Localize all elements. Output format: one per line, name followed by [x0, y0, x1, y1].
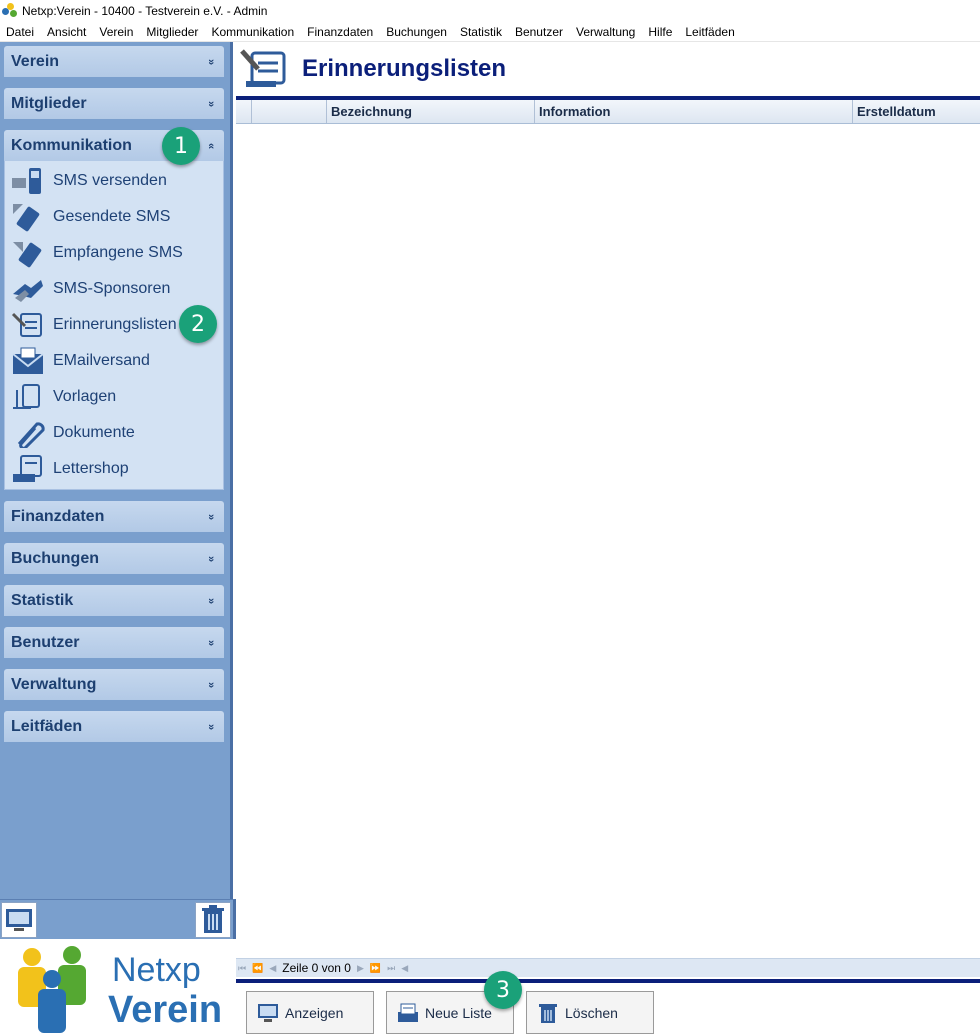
received-sms-icon	[11, 238, 45, 268]
sidebar-group-label: Kommunikation	[11, 136, 132, 154]
sidebar-group-finanzdaten[interactable]	[4, 501, 224, 532]
sidebar-item-gesendete-sms[interactable]	[5, 199, 223, 235]
column-header-bezeichnung[interactable]: Bezeichnung	[327, 100, 535, 123]
trash-icon	[537, 1002, 559, 1024]
delete-button[interactable]	[195, 902, 231, 938]
logo-text-netxp: Netxp	[112, 951, 201, 989]
sidebar-toolbar	[0, 899, 236, 939]
menu-buchungen[interactable]: Buchungen	[386, 24, 447, 39]
sidebar-group-mitglieder[interactable]	[4, 88, 224, 119]
page-header	[236, 42, 980, 100]
next-record-icon[interactable]: ▶	[356, 962, 364, 973]
record-position-text: Zeile 0 von 0	[282, 961, 351, 975]
menu-datei[interactable]: Datei	[6, 24, 35, 39]
grid-header	[236, 100, 980, 124]
sidebar-group-label: Benutzer	[11, 633, 80, 651]
sms-phone-icon	[11, 166, 45, 196]
reminder-list-icon	[11, 310, 45, 340]
sidebar-group-label: Finanzdaten	[11, 507, 105, 525]
menu-mitglieder[interactable]: Mitglieder	[146, 24, 199, 39]
loeschen-button[interactable]	[526, 991, 654, 1034]
menu-ansicht[interactable]: Ansicht	[47, 24, 87, 39]
prev-page-icon[interactable]: ⏪	[252, 962, 264, 973]
sidebar-item-label: Lettershop	[53, 460, 129, 477]
sidebar-group-verwaltung[interactable]	[4, 669, 224, 700]
menu-finanzdaten[interactable]: Finanzdaten	[307, 24, 374, 39]
next-page-icon[interactable]: ⏩	[369, 962, 382, 973]
chevron-down-icon[interactable]: »	[204, 513, 217, 520]
sidebar-item-label: EMailversand	[53, 352, 150, 369]
sidebar-item-vorlagen[interactable]	[5, 379, 223, 415]
sidebar-item-label: SMS-Sponsoren	[53, 280, 171, 297]
lettershop-icon	[11, 454, 45, 484]
grid-column-select[interactable]	[252, 100, 327, 123]
sidebar-group-label: Mitglieder	[11, 94, 87, 112]
title-bar	[0, 0, 980, 22]
menu-leitfaeden[interactable]: Leitfäden	[685, 24, 735, 39]
step-badge-2: 2	[179, 305, 217, 343]
sidebar-item-emailversand[interactable]	[5, 343, 223, 379]
sidebar-group-buchungen[interactable]	[4, 543, 224, 574]
chevron-down-icon[interactable]: »	[204, 597, 217, 604]
button-label: Anzeigen	[285, 1004, 344, 1021]
chevron-down-icon[interactable]: »	[204, 100, 217, 107]
sidebar-item-lettershop[interactable]	[5, 451, 223, 487]
sidebar-item-sms-versenden[interactable]	[5, 163, 223, 199]
page-title: Erinnerungslisten	[302, 55, 507, 82]
chevron-down-icon[interactable]: »	[204, 639, 217, 646]
prev-record-icon[interactable]: ◀	[269, 962, 277, 973]
sidebar-group-statistik[interactable]	[4, 585, 224, 616]
main-panel	[236, 42, 980, 1035]
screen-button[interactable]	[1, 902, 37, 938]
paperclip-icon	[11, 418, 45, 448]
sidebar-group-verein[interactable]	[4, 46, 224, 77]
sidebar-item-dokumente[interactable]	[5, 415, 223, 451]
chevron-down-icon[interactable]: »	[204, 58, 217, 65]
menu-hilfe[interactable]: Hilfe	[648, 24, 673, 39]
anzeigen-button[interactable]	[246, 991, 374, 1034]
sidebar-item-sms-sponsoren[interactable]	[5, 271, 223, 307]
menu-verwaltung[interactable]: Verwaltung	[575, 24, 636, 39]
monitor-icon	[257, 1002, 279, 1024]
sidebar-item-label: Empfangene SMS	[53, 244, 183, 261]
sidebar-group-label: Leitfäden	[11, 717, 83, 735]
menu-bar	[0, 22, 980, 42]
trash-icon	[200, 905, 226, 935]
column-header-information[interactable]: Information	[535, 100, 853, 123]
sidebar-item-label: Dokumente	[53, 424, 135, 441]
sidebar-group-label: Verwaltung	[11, 675, 97, 693]
sidebar-item-label: SMS versenden	[53, 172, 167, 189]
sidebar-group-label: Verein	[11, 52, 60, 70]
grid-body[interactable]	[236, 124, 980, 958]
sidebar-item-empfangene-sms[interactable]	[5, 235, 223, 271]
scroll-left-icon[interactable]: ◀	[401, 962, 409, 973]
window-title: Netxp:Verein - 10400 - Testverein e.V. - Admin	[22, 4, 268, 18]
sidebar-item-label: Erinnerungslisten	[53, 316, 177, 333]
reminder-list-icon	[238, 47, 290, 91]
sidebar-group-leitfaeden[interactable]	[4, 711, 224, 742]
chevron-down-icon[interactable]: »	[204, 555, 217, 562]
button-label: Neue Liste	[425, 1004, 492, 1021]
sidebar-item-label: Gesendete SMS	[53, 208, 171, 225]
handshake-icon	[11, 274, 45, 304]
sidebar-group-label: Statistik	[11, 591, 74, 609]
column-header-erstelldatum[interactable]: Erstelldatum	[857, 104, 936, 119]
sidebar-group-label: Buchungen	[11, 549, 99, 567]
sidebar	[0, 42, 233, 900]
last-record-icon[interactable]: ⏭	[387, 962, 396, 973]
grid-indicator-column	[236, 100, 252, 123]
step-badge-1: 1	[162, 127, 200, 165]
sidebar-group-benutzer[interactable]	[4, 627, 224, 658]
monitor-icon	[4, 906, 34, 934]
menu-statistik[interactable]: Statistik	[459, 24, 502, 39]
app-logo-icon	[2, 3, 18, 19]
sent-sms-icon	[11, 202, 45, 232]
chevron-up-icon[interactable]: «	[204, 142, 217, 149]
new-list-icon	[397, 1002, 419, 1024]
puzzle-people-icon	[4, 939, 104, 1035]
chevron-down-icon[interactable]: »	[204, 681, 217, 688]
logo-text-verein: Verein	[108, 989, 223, 1031]
netxp-logo	[0, 939, 233, 1035]
step-badge-3: 3	[484, 971, 522, 1009]
action-bar	[236, 979, 980, 1035]
first-record-icon[interactable]: ⏮	[238, 962, 247, 973]
menu-verein[interactable]: Verein	[99, 24, 134, 39]
record-navigator	[236, 958, 980, 977]
menu-benutzer[interactable]: Benutzer	[514, 24, 563, 39]
sidebar-item-label: Vorlagen	[53, 388, 117, 405]
menu-kommunikation[interactable]: Kommunikation	[211, 24, 295, 39]
envelope-icon	[11, 346, 45, 376]
chevron-down-icon[interactable]: »	[204, 723, 217, 730]
template-icon	[11, 382, 45, 412]
button-label: Löschen	[565, 1004, 618, 1021]
